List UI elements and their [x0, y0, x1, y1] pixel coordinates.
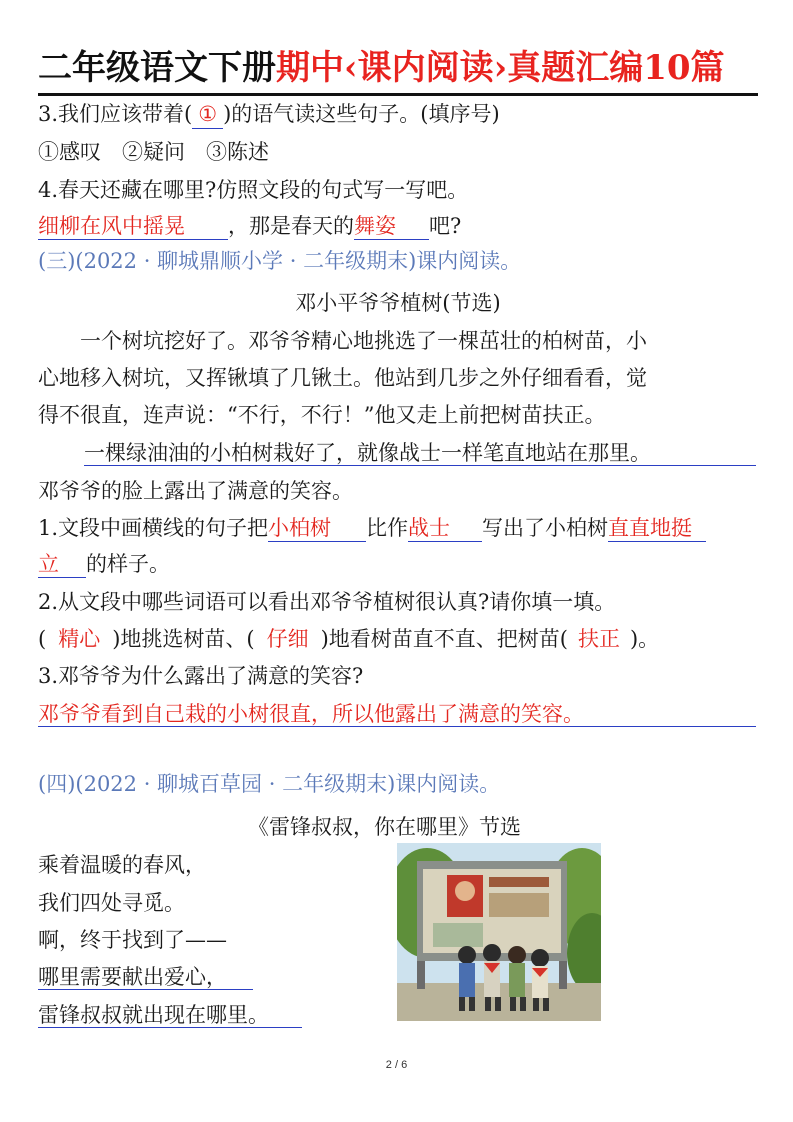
s3-para1-line2: 心地移入树坑，又挥锹填了几锹土。他站到几步之外仔细看看，觉 — [38, 366, 647, 390]
s3-para1-line3: 得不很直，连声说：“不行，不行！”他又走上前把树苗扶正。 — [38, 403, 606, 427]
s3-q2-p2: )地挑选树苗、( — [112, 627, 255, 651]
s3-question-3-answer: 邓爷爷看到自己栽的小树很直，所以他露出了满意的笑容。 — [38, 702, 584, 726]
s3-question-1 — [38, 514, 706, 542]
s3-q2-p3: )地看树苗直不直、把树苗( — [320, 627, 568, 651]
section-3-heading: (三)(2022 · 聊城鼎顺小学 · 二年级期末)课内阅读。 — [38, 249, 522, 273]
s3-q2-p4: )。 — [629, 627, 660, 651]
s3-q2-p1: ( — [38, 627, 47, 651]
question-4: 4.春天还藏在哪里?仿照文段的句式写一写吧。 — [38, 178, 469, 202]
s3-q2-answer-1: 精心 — [58, 627, 101, 651]
page-number: 2 / 6 — [385, 1059, 408, 1071]
q3-options: ①感叹 ②疑问 ③陈述 — [38, 140, 269, 164]
q4-answer-b: 舞姿 — [354, 213, 429, 240]
poem-line-4-underline — [38, 989, 253, 990]
s3-underlined-sentence: 一棵绿油油的小柏树栽好了，就像战士一样笔直地站在那里。 — [84, 441, 651, 465]
q4-answer-a: 细柳在风中摇晃 — [38, 213, 228, 240]
s3-q3-answer-underline — [38, 726, 756, 727]
s3-question-2-answers — [38, 625, 659, 653]
s3-q1-d: 的样子。 — [86, 552, 170, 576]
s3-q1-c: 写出了小柏树 — [482, 516, 609, 540]
poem-line-5: 雷锋叔叔就出现在哪里。 — [38, 1003, 269, 1027]
s3-question-3: 3.邓爷爷为什么露出了满意的笑容? — [38, 664, 364, 688]
s3-para2-line2: 邓爷爷的脸上露出了满意的笑容。 — [38, 479, 353, 503]
question-3 — [38, 100, 500, 129]
q4-answer-line — [38, 212, 461, 240]
poem-line-2: 我们四处寻觅。 — [38, 891, 185, 915]
q4-mid: ，那是春天的 — [228, 214, 354, 238]
illustration-children-at-billboard — [397, 843, 601, 1021]
s3-q1-b: 比作 — [366, 516, 409, 540]
s3-sentence-underline — [84, 465, 756, 466]
q3-text-b: )的语气读这些句子。(填序号) — [223, 102, 500, 126]
poem-line-5-underline — [38, 1027, 302, 1028]
q4-end: 吧? — [429, 214, 462, 238]
section-3-title: 邓小平爷爷植树(节选) — [295, 291, 501, 315]
s3-question-2: 2.从文段中哪些词语可以看出邓爷爷植树很认真?请你填一填。 — [38, 590, 616, 614]
s3-q1-answer-1: 小柏树 — [268, 515, 366, 542]
s3-q1-answer-2: 战士 — [408, 515, 482, 542]
q3-answer: ① — [192, 100, 223, 129]
poem-line-3: 啊，终于找到了—— — [38, 928, 227, 952]
section-4-title: 《雷锋叔叔，你在哪里》节选 — [248, 815, 521, 839]
section-4-heading: (四)(2022 · 聊城百草园 · 二年级期末)课内阅读。 — [38, 772, 501, 796]
page-header — [38, 40, 758, 92]
illustration-svg — [397, 843, 601, 1021]
s3-question-1-cont — [38, 550, 170, 578]
poem-line-1: 乘着温暖的春风， — [38, 853, 206, 877]
poem-line-4: 哪里需要献出爱心， — [38, 965, 227, 989]
s3-q1-a: 1.文段中画横线的句子把 — [38, 516, 269, 540]
header-title-red: 期中‹课内阅读›真题汇编10篇 — [276, 48, 725, 88]
s3-para1-line1: 一个树坑挖好了。邓爷爷精心地挑选了一棵茁壮的柏树苗，小 — [38, 329, 647, 353]
s3-q2-answer-3: 扶正 — [577, 627, 620, 651]
header-title-black: 二年级语文下册 — [38, 48, 276, 88]
header-rule — [38, 93, 758, 96]
s3-q2-answer-2: 仔细 — [266, 627, 309, 651]
s3-q1-answer-3b: 立 — [38, 551, 86, 578]
s3-q1-answer-3a: 直直地挺 — [608, 515, 706, 542]
q3-text-a: 3.我们应该带着( — [38, 102, 193, 126]
